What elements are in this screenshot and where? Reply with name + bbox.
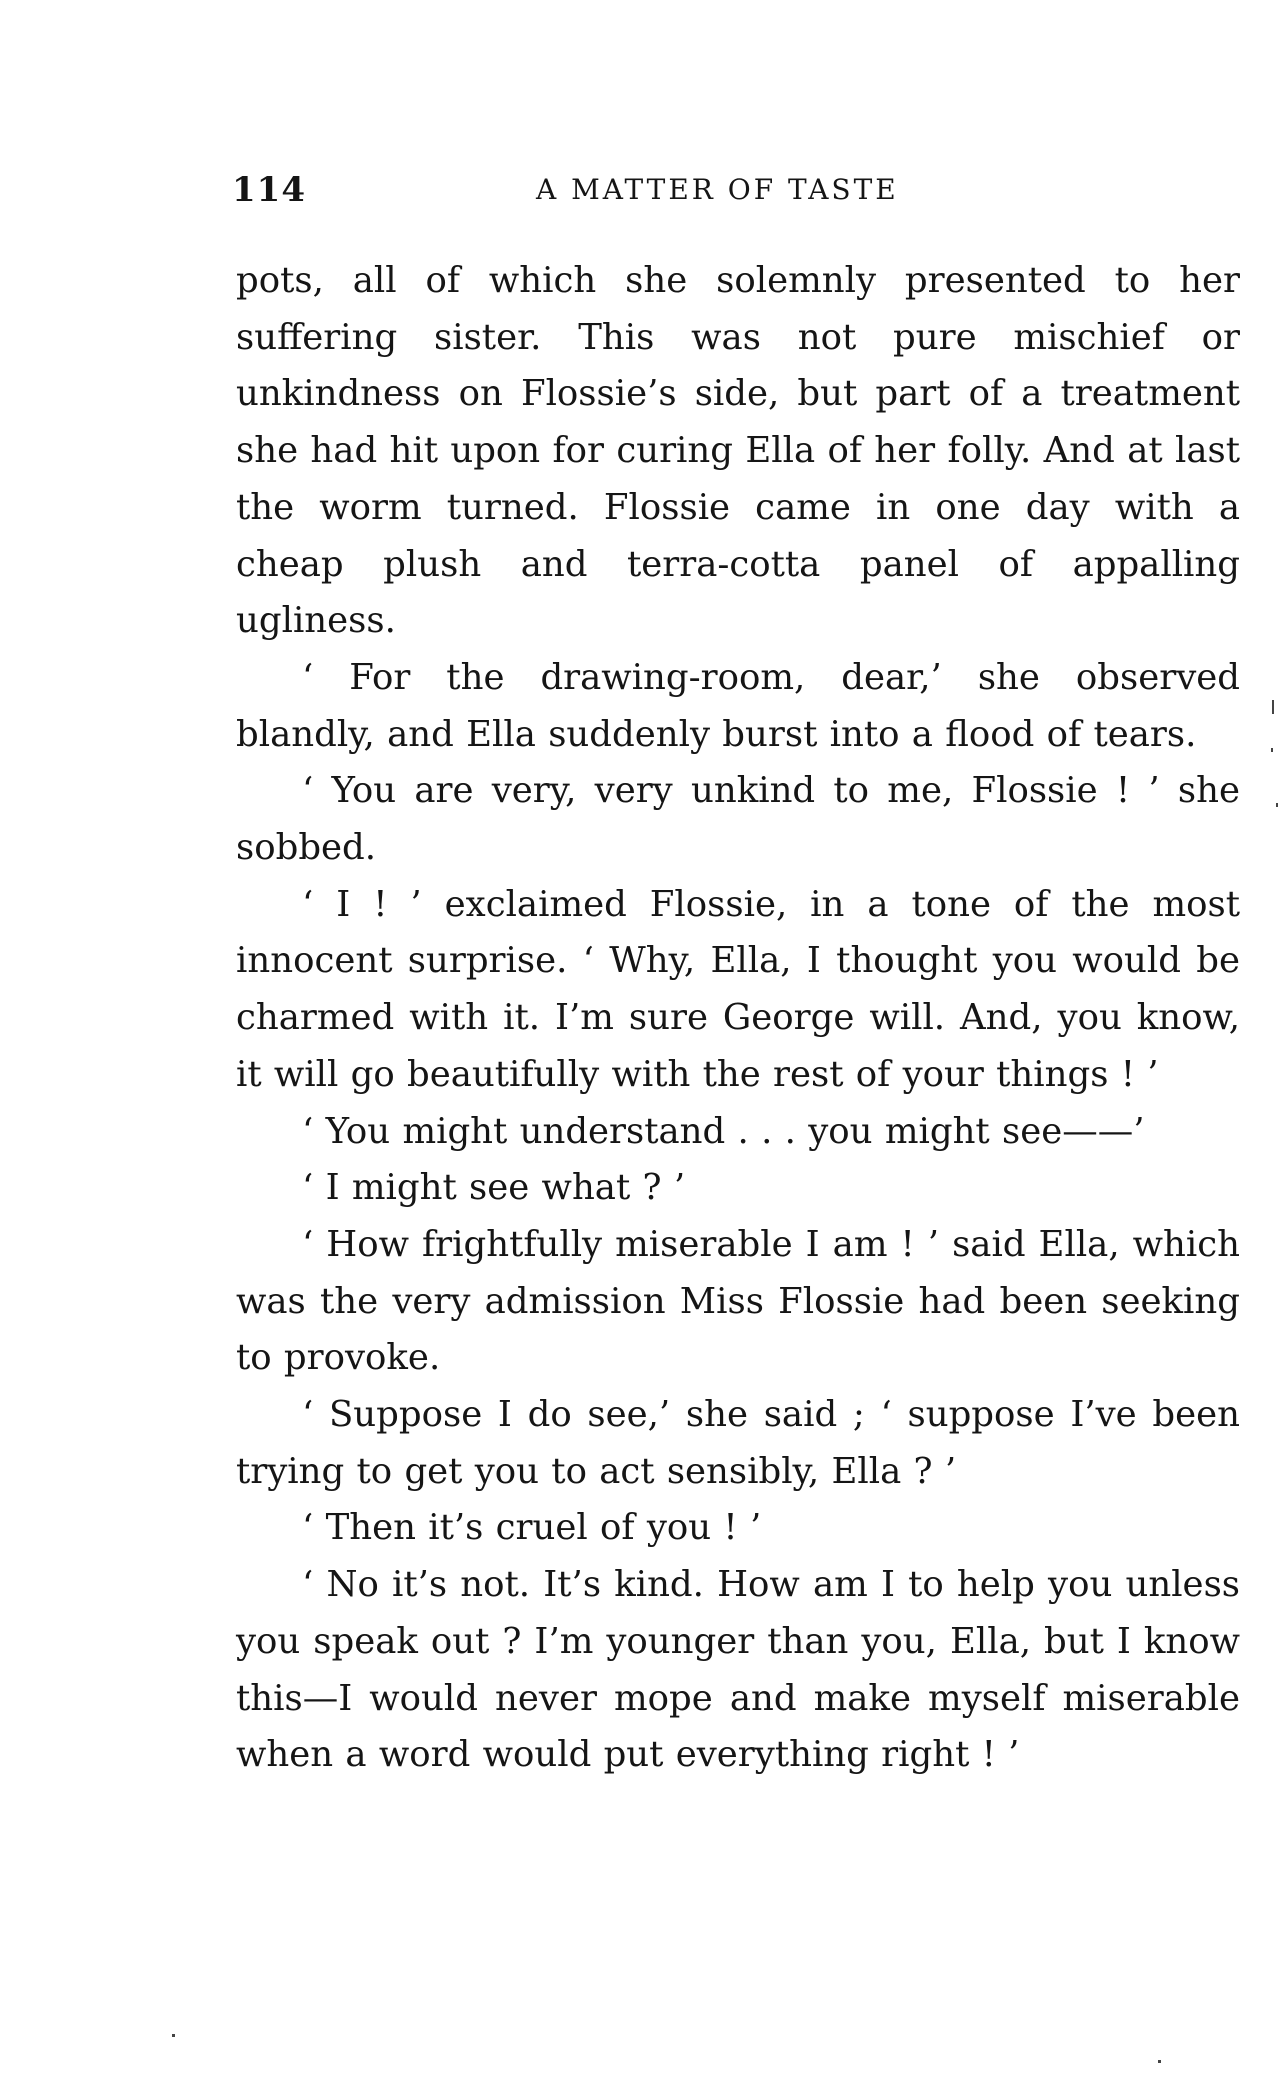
paragraph-7: ‘ How frightfully miserable I am ! ’ said Ella, which was the very admission Miss Flossie had been seeking to provoke. [236,1223,1240,1379]
body-text [236,253,1240,1784]
paragraph-8: ‘ Suppose I do see,’ she said ; ‘ suppose I’ve been trying to get you to act sensibly, Ella ? ’ [236,1394,1240,1492]
running-title: A MATTER OF TASTE [536,173,899,206]
margin-speck-3 [1276,803,1278,807]
paragraph-6: ‘ I might see what ? ’ [302,1167,686,1209]
paragraph-2: ‘ For the drawing-room, dear,’ she observed blandly, and Ella suddenly burst into a flood of tears. [236,656,1240,755]
margin-speck-5 [1158,2060,1161,2063]
paragraph-4: ‘ I ! ’ exclaimed Flossie, in a tone of the most innocent surprise. ‘ Why, Ella, I thought you would be charmed with it. I’m sure George will. And, you know, it will go beautifully with the rest of your things ! ’ [236,883,1240,1095]
margin-speck-2 [1271,748,1273,752]
paragraph-10: ‘ No it’s not. It’s kind. How am I to help you unless you speak out ? I’m younger than you, Ella, but I know this—I would never mope and make myself miserable when a word would put everything right ! ’ [236,1564,1240,1776]
paragraph-9: ‘ Then it’s cruel of you ! ’ [302,1507,762,1549]
page-header [232,160,1244,220]
margin-speck-1 [1272,700,1274,714]
paragraph-3: ‘ You are very, very unkind to me, Flossie ! ’ she sobbed. [236,770,1240,869]
paragraph-1: pots, all of which she solemnly presented to her suffering sister. This was not pure mischief or unkindness on Flossie’s side, but part of a treatment she had hit upon for curing Ella of her folly. And at last the worm turned. Flossie came in one day with a cheap plush and terra-cotta panel of appalling ugliness. [236,260,1240,642]
margin-speck-4 [172,2034,175,2037]
page-number: 114 [232,170,306,210]
paragraph-5: ‘ You might understand . . . you might see——’ [302,1110,1145,1152]
